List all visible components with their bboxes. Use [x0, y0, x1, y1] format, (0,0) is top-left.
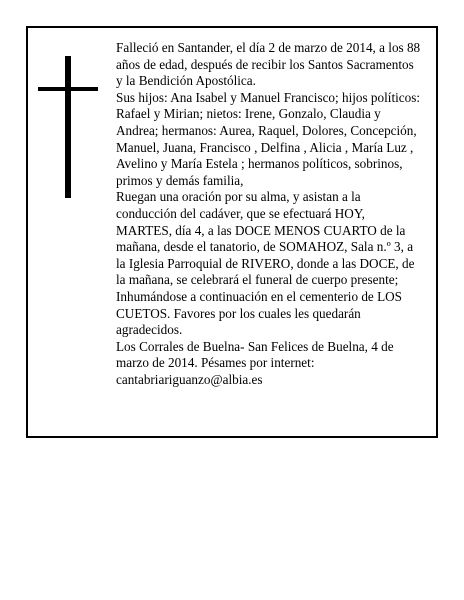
place-date-contact: Los Corrales de Buelna- San Felices de Buelna, 4 de marzo de 2014. Pésames por internet: cantabriariguanzo@albia.es	[116, 338, 394, 387]
cross-horizontal-bar	[38, 87, 98, 91]
cross-icon	[38, 56, 98, 198]
notice-body	[116, 40, 422, 388]
family-list: Sus hijos: Ana Isabel y Manuel Francisco; hijos políticos: Rafael y Mirian; nietos: Irene, Gonzalo, Claudia y Andrea; hermanos: Aurea, Raquel, Dolores, Concepción, Manuel, Juana, Francisco , Delfina , Alicia , María Luz , Avelino y María Estela ; hermanos políticos, sobrinos, primos y demás familia,	[116, 89, 421, 188]
cross-vertical-bar	[65, 56, 71, 198]
obituary-notice	[26, 26, 438, 438]
funeral-details: Ruegan una oración por su alma, y asistan a la conducción del cadáver, que se efectuará HOY, MARTES, día 4, a las DOCE MENOS CUARTO de la mañana, desde el tanatorio, de SOMAHOZ, Sala n.º 3, a la Iglesia Parroquial de RIVERO, donde a las DOCE, de la mañana, se celebrará el funeral de cuerpo presente; Inhumándose a continuación en el cementerio de LOS CUETOS. Favores por los cuales les quedarán agradecidos.	[116, 189, 415, 338]
death-announcement: Falleció en Santander, el día 2 de marzo de 2014, a los 88 años de edad, después de recibir los Santos Sacramentos y la Bendición Apostólica.	[116, 40, 421, 89]
